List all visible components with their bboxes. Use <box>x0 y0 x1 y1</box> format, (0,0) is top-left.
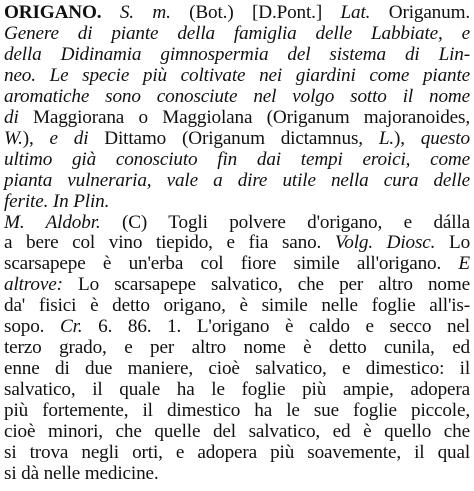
text-segment: Maggiorana o Maggiolana (Origanum majoranoides, <box>32 106 470 128</box>
text-segment: E <box>458 253 470 275</box>
text-segment: a bere col vino tiepido, e fia sano. <box>4 232 335 254</box>
text-segment: Cr. <box>59 316 99 338</box>
text-segment: L. <box>378 127 394 149</box>
text-segment: altrove: <box>4 274 79 296</box>
text-segment: questo <box>420 127 470 149</box>
text-segment: ferite. In Plin. <box>4 190 110 212</box>
text-segment: (C) Togli polvere d'origano, e dálla <box>122 211 470 233</box>
text-segment: si trova negli orti, e adopera più soavemente, il qual <box>4 441 470 463</box>
text-segment: da' fisici è detto origano, è simile nelle foglie all'is- <box>4 295 470 317</box>
text-segment: Volg. Diosc. <box>334 232 449 254</box>
text-segment: enne di due maniere, cioè salvatico, e dimestico: il <box>4 358 470 380</box>
text-line <box>4 462 470 486</box>
text-segment: e di <box>49 127 105 149</box>
text-segment: pianta vulneraria, vale a dire utile nella cura delle <box>4 169 470 191</box>
text-segment: aromatiche sono conosciute nel volgo sotto il nome <box>4 85 470 107</box>
text-segment: Lo scarsapepe salvatico, che per altro nome <box>78 274 470 296</box>
text-segment: Lo <box>449 232 471 254</box>
text-segment: di <box>4 106 33 128</box>
text-segment: cioè minori, che quelle del salvatico, ed è quello che <box>4 421 470 442</box>
text-segment: Origanum. <box>388 2 470 23</box>
text-segment: terzo grado, e per altro nome è detto cunila, ed <box>4 337 470 359</box>
text-segment: salvatico, il quale ha le foglie più ampie, adopera <box>4 379 470 401</box>
text-segment: 6. 86. 1. L'origano è caldo e secco nel <box>98 316 470 338</box>
text-segment: sopo. <box>4 316 60 338</box>
text-segment: S. m. <box>101 2 190 23</box>
text-segment: Lat. <box>340 2 389 23</box>
text-segment: ), <box>22 127 50 149</box>
text-segment: si dà nelle medicine. <box>4 462 159 484</box>
text-segment: neo. Le specie più coltivate nei giardini come piante <box>4 64 470 86</box>
text-segment: ultimo già conosciuto fin dai tempi eroici, come <box>4 148 470 170</box>
text-segment: M. Aldobr. <box>4 211 123 233</box>
text-segment: della Didinamia gimnospermia del sistema di Lin- <box>4 43 470 65</box>
text-segment: scarsapepe è un'erba col fiore simile all'origano. <box>4 253 459 275</box>
text-segment: (Bot.) [D.Pont.] <box>189 2 341 23</box>
text-segment: ORIGANO. <box>4 2 102 23</box>
text-segment: Dittamo (Origanum dictamnus, <box>104 127 379 149</box>
text-segment: ), <box>393 127 421 149</box>
text-segment: Genere di piante della famiglia delle Labbiate, e <box>4 22 470 44</box>
text-segment: W. <box>4 127 23 149</box>
text-segment: più fortemente, il dimestico ha le sue foglie piccole, <box>4 400 470 422</box>
